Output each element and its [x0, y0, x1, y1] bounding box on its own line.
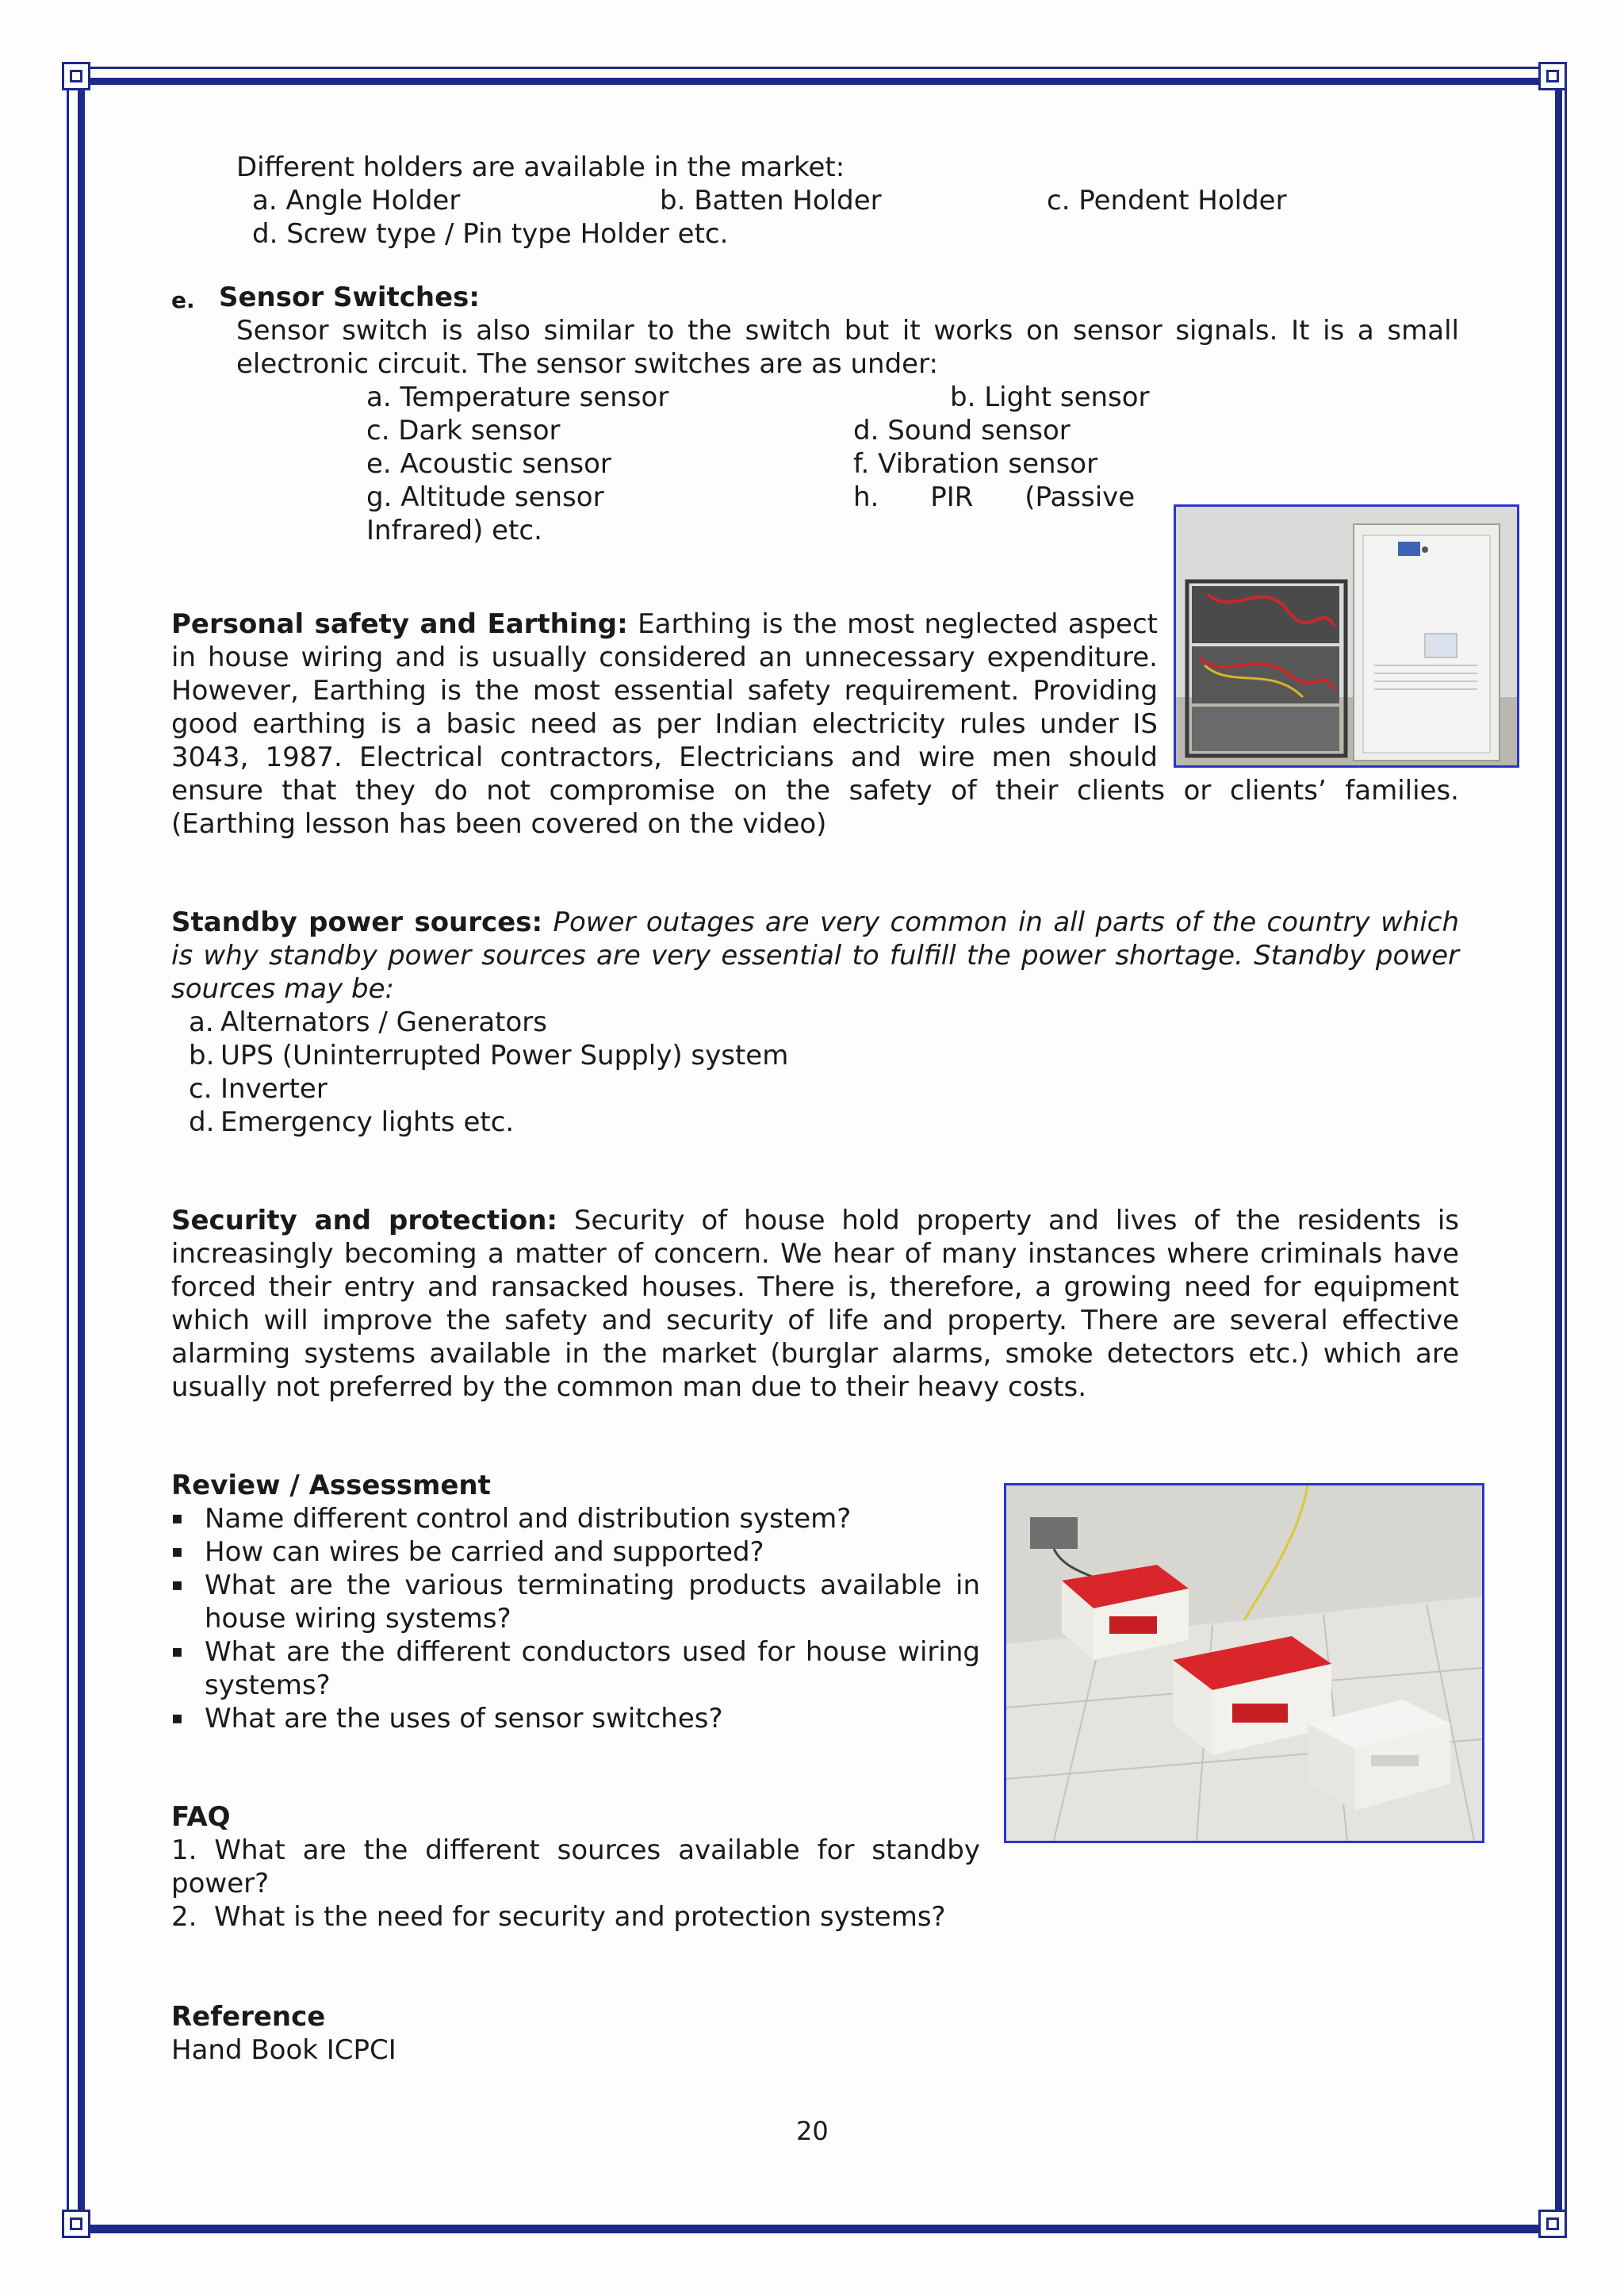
batteries-floor-illustration: [1006, 1485, 1482, 1841]
standby-item-marker: d.: [189, 1106, 215, 1138]
standby-text: Power outages are very common in all parts of the country which: [553, 907, 1459, 938]
batteries-floor-photo: [1004, 1483, 1484, 1843]
review-question: What are the various terminating products available in: [205, 1570, 980, 1601]
sensor-item: b. Light sensor: [950, 381, 1150, 413]
review-question: How can wires be carried and supported?: [205, 1536, 764, 1568]
earthing-text: good earthing is a basic need as per Indian electricity rules under IS: [171, 708, 1158, 740]
corner-ornament: [62, 2210, 90, 2238]
security-text: usually not preferred by the common man due to their heavy costs.: [171, 1371, 1087, 1403]
sensor-marker: e.: [171, 287, 195, 313]
sensor-item: e. Acoustic sensor: [366, 448, 611, 480]
standby-text: sources may be:: [171, 973, 395, 1005]
faq-question: power?: [171, 1868, 270, 1899]
standby-item-marker: b.: [189, 1040, 215, 1071]
faq-title: FAQ: [171, 1801, 231, 1833]
bullet-marker: ▪: [171, 1508, 183, 1528]
bullet-marker: ▪: [171, 1575, 183, 1595]
reference-title: Reference: [171, 2001, 326, 2033]
earthing-text: (Earthing lesson has been covered on the video): [171, 808, 827, 840]
review-question: systems?: [205, 1669, 331, 1701]
reference-text: Hand Book ICPCI: [171, 2034, 396, 2066]
security-text: Security of house hold property and lives of the residents is: [573, 1205, 1459, 1236]
bullet-marker: ▪: [171, 1642, 183, 1662]
sensor-item: f. Vibration sensor: [853, 448, 1098, 480]
bullet-marker: ▪: [171, 1542, 183, 1562]
sensor-item: a. Temperature sensor: [366, 381, 669, 413]
security-text: forced their entry and ransacked houses. There is, therefore, a growing need for equipment: [171, 1271, 1459, 1303]
holder-item: d. Screw type / Pin type Holder etc.: [252, 218, 729, 250]
standby-title: Standby power sources:: [171, 907, 543, 938]
security-para-first-line: [171, 1204, 1459, 1237]
holder-item: a. Angle Holder: [252, 185, 461, 217]
review-question: What are the different conductors used for house wiring: [205, 1636, 980, 1668]
sensor-item: Infrared) etc.: [366, 515, 542, 546]
review-question: Name different control and distribution system?: [205, 1503, 852, 1535]
bullet-marker: ▪: [171, 1708, 183, 1728]
review-question: house wiring systems?: [205, 1603, 511, 1635]
earthing-text: in house wiring and is usually considered an unnecessary expenditure.: [171, 642, 1158, 673]
battery-inverter-illustration: [1176, 507, 1517, 765]
corner-ornament: [1538, 2210, 1567, 2238]
holder-item: c. Pendent Holder: [1047, 185, 1287, 217]
sensor-item: d. Sound sensor: [853, 415, 1071, 447]
standby-text: is why standby power sources are very essential to fulfill the power shortage. Standby power: [171, 940, 1459, 972]
corner-ornament: [62, 62, 90, 90]
standby-item-marker: c.: [189, 1073, 213, 1105]
security-text: which will improve the safety and security of life and property. There are several effective: [171, 1305, 1459, 1336]
sensor-text: electronic circuit. The sensor switches are as under:: [236, 348, 938, 380]
earthing-para-first-line: [171, 608, 1158, 641]
faq-question: 2. What is the need for security and protection systems?: [171, 1901, 946, 1933]
corner-ornament: [1538, 62, 1567, 90]
standby-item: UPS (Uninterrupted Power Supply) system: [220, 1040, 789, 1071]
standby-item: Alternators / Generators: [220, 1006, 547, 1038]
earthing-title: Personal safety and Earthing:: [171, 608, 628, 640]
earthing-text: ensure that they do not compromise on the safety of their clients or clients’ families.: [171, 775, 1459, 807]
holder-item: b. Batten Holder: [660, 185, 882, 217]
earthing-text: 3043, 1987. Electrical contractors, Electricians and wire men should: [171, 742, 1158, 773]
holders-intro: Different holders are available in the market:: [236, 151, 845, 183]
sensor-item: h. PIR (Passive: [853, 481, 1136, 513]
security-title: Security and protection:: [171, 1205, 557, 1236]
earthing-text: Earthing is the most neglected aspect: [638, 608, 1159, 640]
faq-question: 1. What are the different sources available for standby: [171, 1834, 980, 1866]
review-title: Review / Assessment: [171, 1470, 491, 1501]
sensor-text: Sensor switch is also similar to the switch but it works on sensor signals. It is a small: [236, 315, 1459, 347]
earthing-text: However, Earthing is the most essential safety requirement. Providing: [171, 675, 1158, 707]
page-number: 20: [796, 2116, 829, 2146]
standby-item: Emergency lights etc.: [220, 1106, 515, 1138]
standby-item-marker: a.: [189, 1006, 214, 1038]
sensor-item: c. Dark sensor: [366, 415, 561, 447]
standby-item: Inverter: [220, 1073, 327, 1105]
sensor-title: Sensor Switches:: [219, 282, 481, 313]
security-text: increasingly becoming a matter of concern. We hear of many instances where criminals have: [171, 1238, 1459, 1270]
standby-para-first-line: [171, 906, 1459, 939]
review-question: What are the uses of sensor switches?: [205, 1703, 723, 1734]
sensor-item: g. Altitude sensor: [366, 481, 604, 513]
battery-inverter-photo: [1174, 504, 1519, 768]
security-text: alarming systems available in the market (burglar alarms, smoke detectors etc.) which are: [171, 1338, 1459, 1370]
